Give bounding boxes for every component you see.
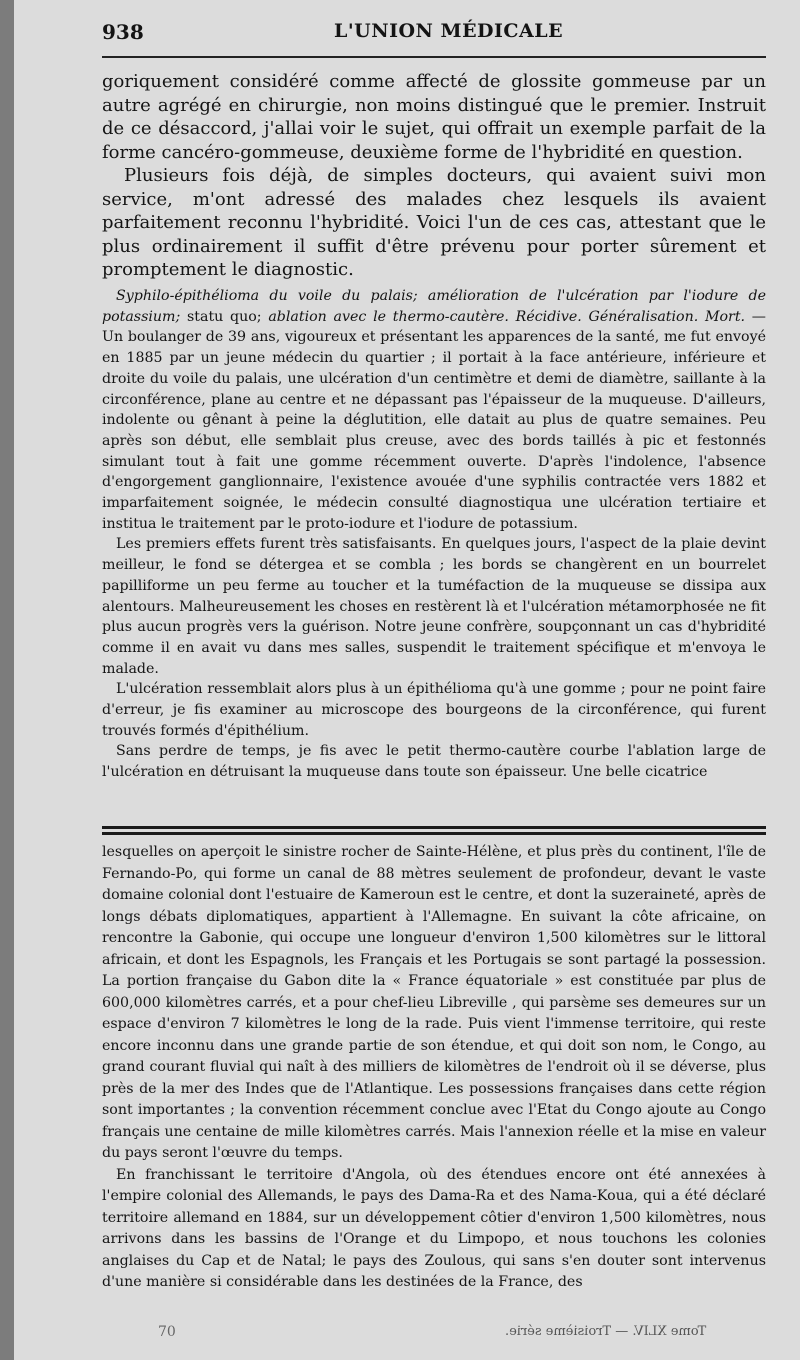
paragraph: L'ulcération ressemblait alors plus à un épithélioma qu'à une gomme ; pour ne point faire d'erreur, je fis examiner au microscope des bourgeons de la circonférence, qui furent trouvés formés d'épithélium.	[102, 681, 766, 739]
case-title-italic: Syphilo-épithélioma du voile du palais; amélioration de l'ulcération par l'iodure de potassium;	[102, 288, 766, 325]
page-footer	[102, 1318, 766, 1348]
paragraph: Plusieurs fois déjà, de simples docteurs, qui avaient suivi mon service, m'ont adressé des malades chez lesquels ils avaient parfaitement reconnu l'hybridité. Voici l'un de ces cas, attestant que le plus ordinairement il suffit d'être prévenu pour porter sûrement et promptement le diagnostic.	[102, 165, 766, 280]
running-title: L'UNION MÉDICALE	[334, 20, 564, 42]
footer-mark: 70	[158, 1324, 176, 1340]
feuilleton-text	[102, 842, 766, 1294]
footer-signature: Tome XLIV. — Troisième série.	[504, 1324, 706, 1339]
paragraph: goriquement considéré comme affecté de glossite gommeuse par un autre agrégé en chirurgie, non moins distingué que le premier. Instruit de ce désaccord, j'allai voir le sujet, qui offrait un exemple parfait de la forme cancéro-gommeuse, deuxième forme de l'hybridité en question.	[102, 71, 766, 163]
page-header	[102, 16, 766, 46]
case-title-plain: statu quo;	[180, 308, 269, 325]
case-report	[102, 286, 766, 783]
case-body-text: — Un boulanger de 39 ans, vigoureux et présentant les apparences de la santé, me fut envoyé en 1885 par un jeune médecin du quartier ; il portait à la face antérieure, inférieure et droite du voile du palais, une ulcération d'un centimètre et demi de diamètre, saillante à la circonférence, plane au centre et ne dépassant pas l'épaisseur de la muqueuse. D'ailleurs, indolente ou gênant à peine la déglutition, elle datait au plus de quatre semaines. Peu après son début, elle semblait plus creuse, avec des bords taillés à pic et festonnés simulant tout à fait une gomme récemment ouverte. D'après l'indolence, l'absence d'engorgement ganglionnaire, l'existence avouée d'une syphilis contractée vers 1882 et imparfaitement soignée, le médecin consulté diagnostiqua une ulcération tertiaire et institua le traitement par le proto-iodure et l'iodure de potassium.	[102, 308, 766, 532]
paragraph: lesquelles on aperçoit le sinistre rocher de Sainte-Hélène, et plus près du continent, l'île de Fernando-Po, qui forme un canal de 88 mètres seulement de profondeur, devant le vaste domaine colonial dont l'estuaire de Kameroun est le centre, et dont la suzeraineté, après de longs débats diplomatiques, appartient à l'Allemagne. En suivant la côte africaine, on rencontre la Gabonie, qui occupe une longueur d'environ 1,500 kilomètres sur le littoral africain, et dont les Espagnols, les Français et les Portugais se sont partagé la possession. La portion française du Gabon dite la « France équatoriale » est constituée par plus de 600,000 kilomètres carrés, et a pour chef-lieu Libreville , qui parsème ses demeures sur un espace d'environ 7 kilomètres le long de la rade. Puis vient l'immense territoire, qui reste encore inconnu dans une grande partie de son étendue, et qui doit son nom, le Congo, au grand courant fluvial qui naît à des milliers de kilomètres de l'endroit où il se déverse, plus près de la mer des Indes que de l'Atlantique. Les possessions françaises dans cette région sont importantes ; la convention récemment conclue avec l'Etat du Congo ajoute au Congo français une centaine de mille kilomètres carrés. Mais l'annexion réelle et la mise en valeur du pays seront l'œuvre du temps.	[102, 844, 766, 1161]
header-rule	[102, 56, 766, 58]
paragraph: En franchissant le territoire d'Angola, où des étendues encore ont été annexées à l'empire colonial des Allemands, le pays des Dama-Ra et des Nama-Koua, qui a été déclaré territoire allemand en 1884, sur un développement côtier d'environ 1,500 kilomètres, nous arrivons dans les bassins de l'Orange et du Limpopo, et nous touchons les colonies anglaises du Cap et de Natal; le pays des Zoulous, qui sans s'en douter sont intervenus d'une manière si considérable dans les destinées de la France, des	[102, 1166, 766, 1290]
section-divider	[102, 832, 766, 835]
main-text	[102, 70, 766, 282]
section-divider	[102, 826, 766, 829]
case-title-italic: ablation avec le thermo-cautère. Récidive. Généralisation. Mort.	[268, 308, 746, 325]
paragraph: Les premiers effets furent très satisfaisants. En quelques jours, l'aspect de la plaie devint meilleur, le fond se détergea et se combla ; les bords se changèrent en un bourrelet papilliforme un peu ferme au toucher et la tuméfaction de la muqueuse se dissipa aux alentours. Malheureusement les choses en restèrent là et l'ulcération métamorphosée ne fit plus aucun progrès vers la guérison. Notre jeune confrère, soupçonnant un cas d'hybridité comme il en avait vu dans mes salles, suspendit le traitement spécifique et m'envoya le malade.	[102, 536, 766, 677]
document-page	[14, 0, 800, 1360]
page-number: 938	[102, 20, 144, 44]
case-title	[102, 286, 766, 534]
paragraph: Sans perdre de temps, je fis avec le petit thermo-cautère courbe l'ablation large de l'ulcération en détruisant la muqueuse dans toute son épaisseur. Une belle cicatrice	[102, 743, 766, 781]
